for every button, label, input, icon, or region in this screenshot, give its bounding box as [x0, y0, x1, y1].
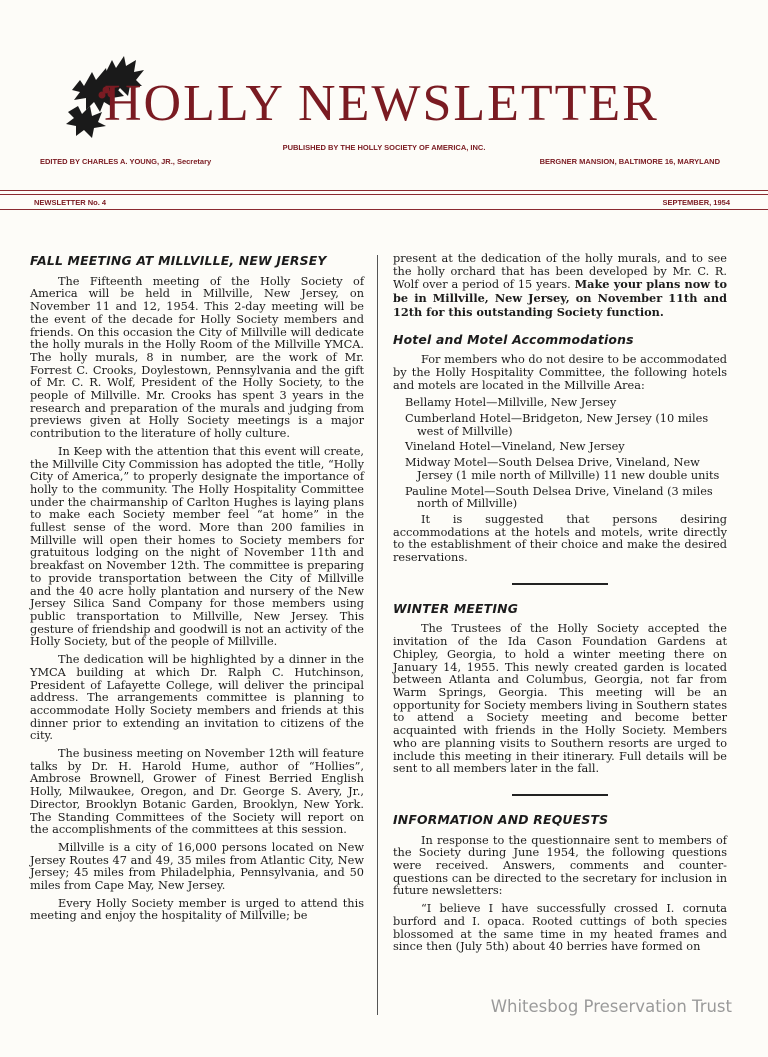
paragraph: The Trustees of the Holly Society accepted the invitation of the Ida Cason Foundation Gardens at Chipley, Georgia, to hold a winter meeting there on January 14, 1955. This newly created garden is located between Atlanta and Columbus, Georgia, not far from Warm Springs, Georgia. This meeting will be an opportunity for Society members living in Southern states to attend a Society meeting and become better acquainted with friends in the Holly Society. Members who are planning visits to Southern resorts are urged to include this meeting in their itinerary. Full details will be sent to all members later in the fall.	[393, 622, 727, 776]
address-line: BERGNER MANSION, BALTIMORE 16, MARYLAND	[539, 157, 720, 166]
emphasis-text: Make your plans now to be in Millville, New Jersey, on November 11th and 12th for this outstanding Society function.	[393, 277, 728, 319]
paragraph: The business meeting on November 12th will feature talks by Dr. H. Harold Hume, author of “Hollies”, Ambrose Brownell, Grower of Finest Berried English Holly, Milwaukee, Oregon, and Dr. George S. Avery, Jr., Director, Brooklyn Botanic Garden, Brooklyn, New York. The Standing Committees of the Society will report on the accomplishments of the committees at this session.	[30, 747, 364, 837]
information-heading: INFORMATION AND REQUESTS	[393, 811, 609, 827]
hotels-heading: Hotel and Motel Accommodations	[393, 331, 634, 347]
watermark: Whitesbog Preservation Trust	[490, 997, 732, 1016]
paragraph: In response to the questionnaire sent to members of the Society during June 1954, the following questions were received. Answers, comments and counter-questions can be directed to the secretary for inclusion in future newsletters:	[393, 833, 727, 898]
issue-date: SEPTEMBER, 1954	[662, 198, 730, 207]
right-column	[393, 253, 727, 959]
winter-meeting-heading: WINTER MEETING	[393, 600, 519, 616]
list-item: Midway Motel—South Delsea Drive, Vineland, New Jersey (1 mile north of Millville) 11 new double units	[405, 456, 720, 482]
newsletter-title: HOLLY NEWSLETTER	[104, 75, 659, 132]
section-separator	[512, 583, 608, 585]
column-divider	[377, 255, 378, 1015]
header-rule-bottom	[0, 209, 768, 210]
paragraph: The dedication will be highlighted by a dinner in the YMCA building at which Dr. Ralph C. Hutchinson, President of Lafayette College, will deliver the principal address. The arrangements committee is planning to accommodate Holly Society members and friends at this dinner prior to extending an invitation to citizens of the city.	[30, 653, 364, 743]
header-rule-middle	[0, 194, 768, 195]
paragraph: Every Holly Society member is urged to attend this meeting and enjoy the hospitality of Millville; be	[30, 896, 364, 923]
paragraph-continued	[393, 253, 727, 320]
list-item: Cumberland Hotel—Bridgeton, New Jersey (10 miles west of Millville)	[405, 412, 709, 438]
paragraph: The Fifteenth meeting of the Holly Society of America will be held in Millville, New Jersey, on November 11 and 12, 1954. This 2-day meeting will be the event of the decade for Holly Society members and friends. On this occasion the City of Millville will dedicate the holly murals in the Holly Room of the Millville YMCA. The holly murals, 8 in number, are the work of Mr. Forrest C. Crooks, Doylestown, Pennsylvania and the gift of Mr. C. R. Wolf, President of the Holly Society, to the people of Millville. Mr. Crooks has spent 3 years in the research and preparation of the murals and judging from previews given at Holly Society meetings is a major contribution to the literature of holly culture.	[30, 274, 364, 441]
publisher-line: PUBLISHED BY THE HOLLY SOCIETY OF AMERICA, INC.	[282, 143, 486, 152]
editor-line: EDITED BY CHARLES A. YOUNG, JR., Secretary	[40, 157, 212, 166]
continued-text: present at the dedication of the holly murals, and to see the holly orchard that has been developed by Mr. C. R. Wolf over a period of 15 years.	[393, 252, 727, 292]
list-item: Pauline Motel—South Delsea Drive, Vineland (3 miles north of Millville)	[405, 484, 713, 511]
paragraph: “I believe I have successfully crossed I. cornuta burford and I. opaca. Rooted cuttings of both species blossomed at the same time in my heated frames and since then (July 5th) about 40 berries have formed on	[393, 902, 727, 954]
list-item: Vineland Hotel—Vineland, New Jersey	[405, 440, 625, 454]
paragraph: It is suggested that persons desiring accommodations at the hotels and motels, write directly to the establishment of their choice and make the desired reservations.	[393, 512, 727, 565]
header-rule-top	[0, 190, 768, 191]
issue-number: NEWSLETTER No. 4	[34, 198, 107, 207]
paragraph: For members who do not desire to be accommodated by the Holly Hospitality Committee, the following hotels and motels are located in the Millville Area:	[393, 353, 727, 392]
left-column	[30, 255, 364, 928]
section-separator	[512, 794, 608, 796]
paragraph: Millville is a city of 16,000 persons located on New Jersey Routes 47 and 49, 35 miles from Atlantic City, New Jersey; 45 miles from Philadelphia, Pennsylvania, and 50 miles from Cape May, New Jersey.	[30, 840, 364, 893]
paragraph: In Keep with the attention that this event will create, the Millville City Commission has adopted the title, “Holly City of America,” to properly designate the importance of holly to the community. The Holly Hospitality Committee under the chairmanship of Carlton Hughes is laying plans to make each Society member feel “at home” in the fullest sense of the word. More than 200 families in Millville will open their homes to Society members for gratuitous lodging on the night of November 11th and breakfast on November 12th. The committee is preparing to provide transportation between the City of Millville and the 40 acre holly plantation and nursery of the New Jersey Silica Sand Company for those members using public transportation to Millville, New Jersey. This gesture of friendship and goodwill is not an activity of the Holly Society, but of the people of Millville.	[30, 444, 364, 649]
fall-meeting-heading: FALL MEETING AT MILLVILLE, NEW JERSEY	[30, 253, 327, 268]
list-item: Bellamy Hotel—Millville, New Jersey	[405, 396, 617, 410]
